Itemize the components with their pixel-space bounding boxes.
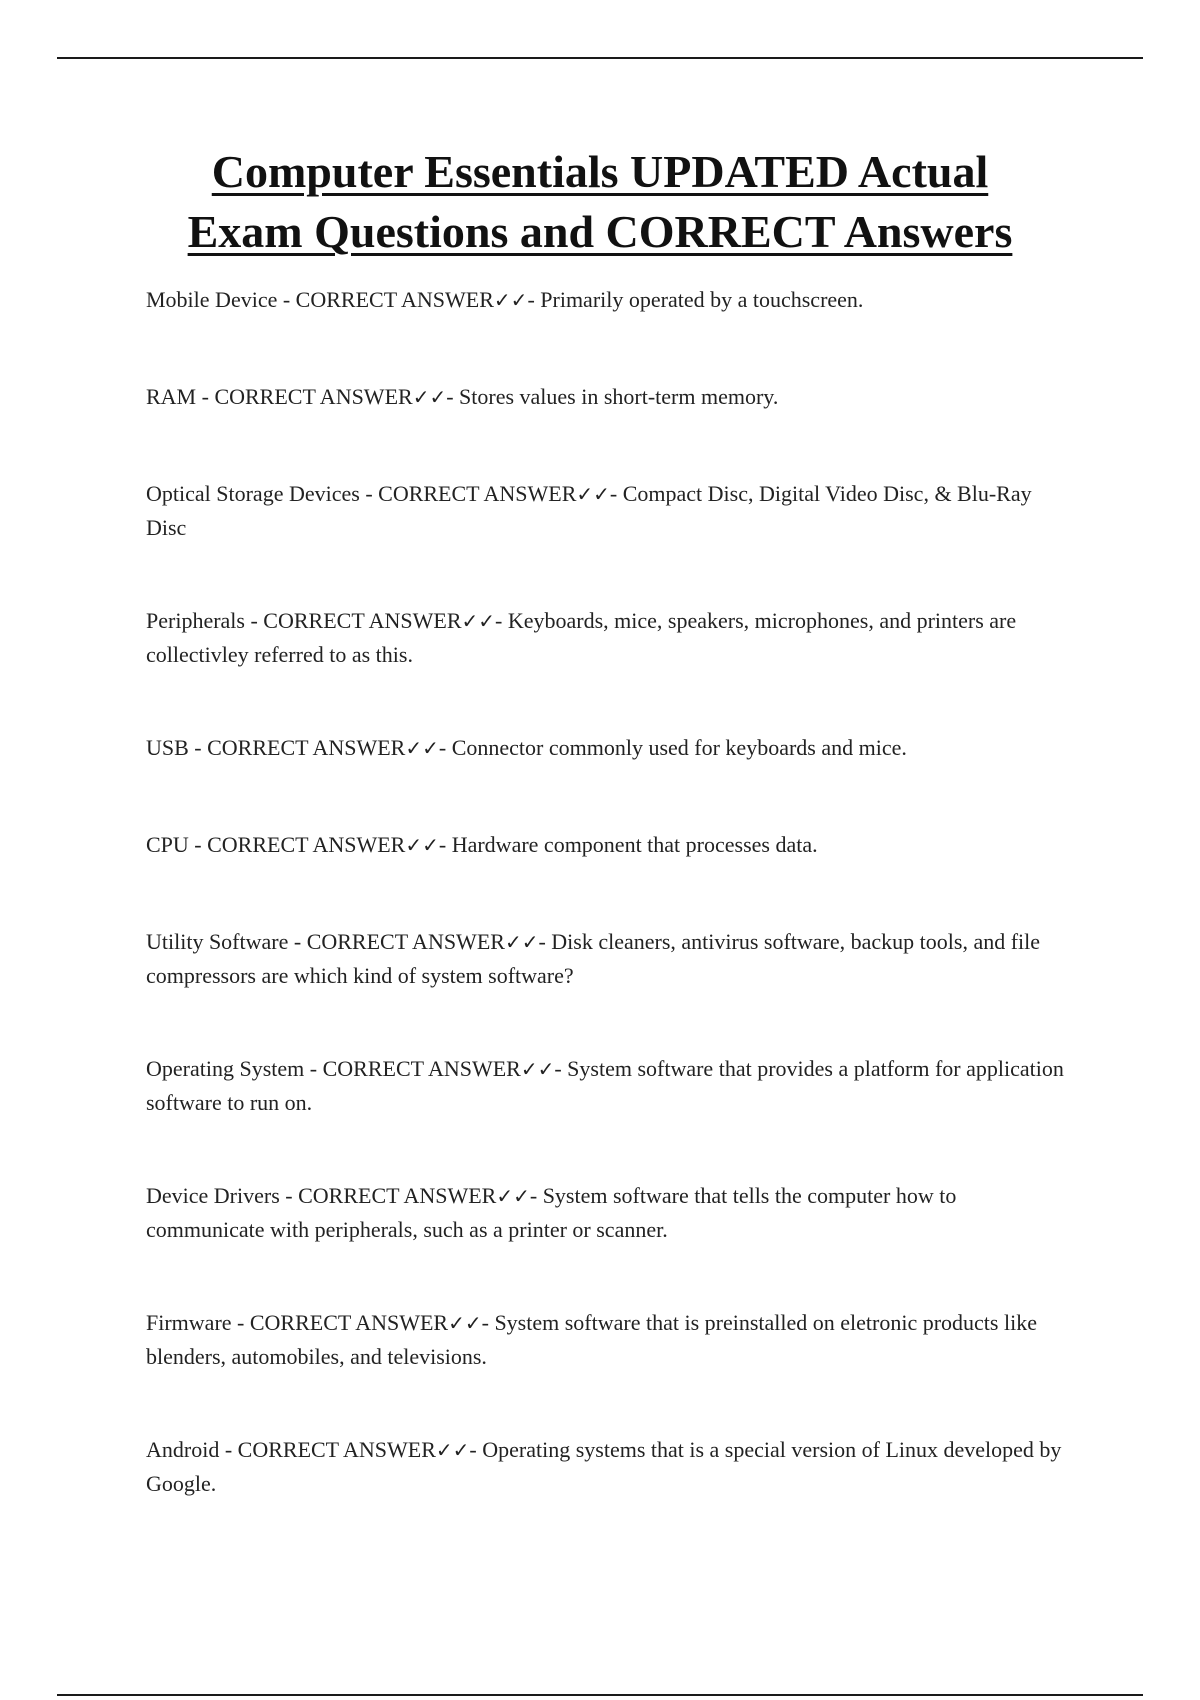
qa-answer: Keyboards, mice, speakers, microphones, and printers are collectivley referred to as this. xyxy=(146,608,1017,667)
qa-separator: - CORRECT ANSWER xyxy=(277,287,494,312)
qa-entry xyxy=(146,1179,1066,1246)
qa-term: Optical Storage Devices xyxy=(146,481,360,506)
qa-entry xyxy=(146,1433,1066,1500)
qa-entry xyxy=(146,283,1066,317)
qa-dash: - xyxy=(609,481,623,506)
qa-dash: - xyxy=(481,1310,495,1335)
checkmark-icon: ✓✓ xyxy=(576,482,610,506)
qa-answer: Compact Disc, Digital Video Disc, & Blu-Ray Disc xyxy=(146,481,1032,540)
document-title xyxy=(100,142,1100,262)
checkmark-icon: ✓✓ xyxy=(493,288,528,312)
bottom-rule xyxy=(57,1694,1143,1696)
checkmark-icon: ✓✓ xyxy=(448,1311,482,1335)
qa-term: Android xyxy=(146,1437,220,1462)
top-rule xyxy=(57,57,1143,59)
qa-dash: - xyxy=(469,1437,483,1462)
qa-term: Utility Software xyxy=(146,929,289,954)
checkmark-icon: ✓✓ xyxy=(461,609,496,633)
qa-answer: System software that tells the computer how to communicate with peripherals, such as a printer or scanner. xyxy=(146,1183,957,1242)
qa-term: Operating System xyxy=(146,1056,305,1081)
qa-separator: - CORRECT ANSWER xyxy=(279,1183,497,1208)
qa-term: Device Drivers xyxy=(146,1183,280,1208)
qa-answer: Disk cleaners, antivirus software, backup tools, and file compressors are which kind of system software? xyxy=(146,929,1041,988)
qa-entry xyxy=(146,925,1066,992)
qa-term: USB xyxy=(146,735,189,760)
checkmark-icon: ✓✓ xyxy=(412,385,447,409)
qa-term: Mobile Device xyxy=(146,287,278,312)
qa-term: RAM xyxy=(146,384,197,409)
qa-entry xyxy=(146,604,1066,671)
checkmark-icon: ✓✓ xyxy=(405,736,439,760)
qa-separator: - CORRECT ANSWER xyxy=(219,1437,436,1462)
qa-dash: - xyxy=(527,287,541,312)
qa-dash: - xyxy=(554,1056,568,1081)
qa-dash: - xyxy=(438,735,452,760)
qa-separator: - CORRECT ANSWER xyxy=(359,481,577,506)
qa-separator: - CORRECT ANSWER xyxy=(188,832,406,857)
qa-term: Firmware xyxy=(146,1310,232,1335)
qa-answer: Stores values in short-term memory. xyxy=(459,384,779,409)
title-line-2: Exam Questions and CORRECT Answers xyxy=(187,206,1013,257)
qa-entry xyxy=(146,477,1066,544)
qa-answer: System software that is preinstalled on eletronic products like blenders, automobiles, and televisions. xyxy=(146,1310,1037,1369)
qa-dash: - xyxy=(529,1183,543,1208)
qa-term: Peripherals xyxy=(146,608,245,633)
qa-term: CPU xyxy=(146,832,189,857)
qa-answer: System software that provides a platform for application software to run on. xyxy=(146,1056,1064,1115)
qa-answer: Primarily operated by a touchscreen. xyxy=(540,287,864,312)
checkmark-icon: ✓✓ xyxy=(435,1438,470,1462)
qa-entry xyxy=(146,731,1066,765)
qa-answer: Hardware component that processes data. xyxy=(451,832,818,857)
checkmark-icon: ✓✓ xyxy=(405,833,439,857)
checkmark-icon: ✓✓ xyxy=(504,930,539,954)
qa-entry xyxy=(146,1052,1066,1119)
qa-answer: Operating systems that is a special version of Linux developed by Google. xyxy=(146,1437,1062,1496)
qa-dash: - xyxy=(538,929,552,954)
qa-answer: Connector commonly used for keyboards and mice. xyxy=(451,735,907,760)
qa-separator: - CORRECT ANSWER xyxy=(196,384,413,409)
checkmark-icon: ✓✓ xyxy=(496,1184,530,1208)
qa-separator: - CORRECT ANSWER xyxy=(244,608,462,633)
checkmark-icon: ✓✓ xyxy=(520,1057,555,1081)
qa-separator: - CORRECT ANSWER xyxy=(188,735,406,760)
qa-entry xyxy=(146,1306,1066,1373)
qa-dash: - xyxy=(438,832,452,857)
qa-dash: - xyxy=(495,608,508,633)
qa-entry xyxy=(146,380,1066,414)
qa-separator: - CORRECT ANSWER xyxy=(231,1310,449,1335)
qa-dash: - xyxy=(446,384,460,409)
qa-entry xyxy=(146,828,1066,862)
qa-separator: - CORRECT ANSWER xyxy=(288,929,505,954)
qa-separator: - CORRECT ANSWER xyxy=(304,1056,521,1081)
title-line-1: Computer Essentials UPDATED Actual xyxy=(211,146,989,197)
